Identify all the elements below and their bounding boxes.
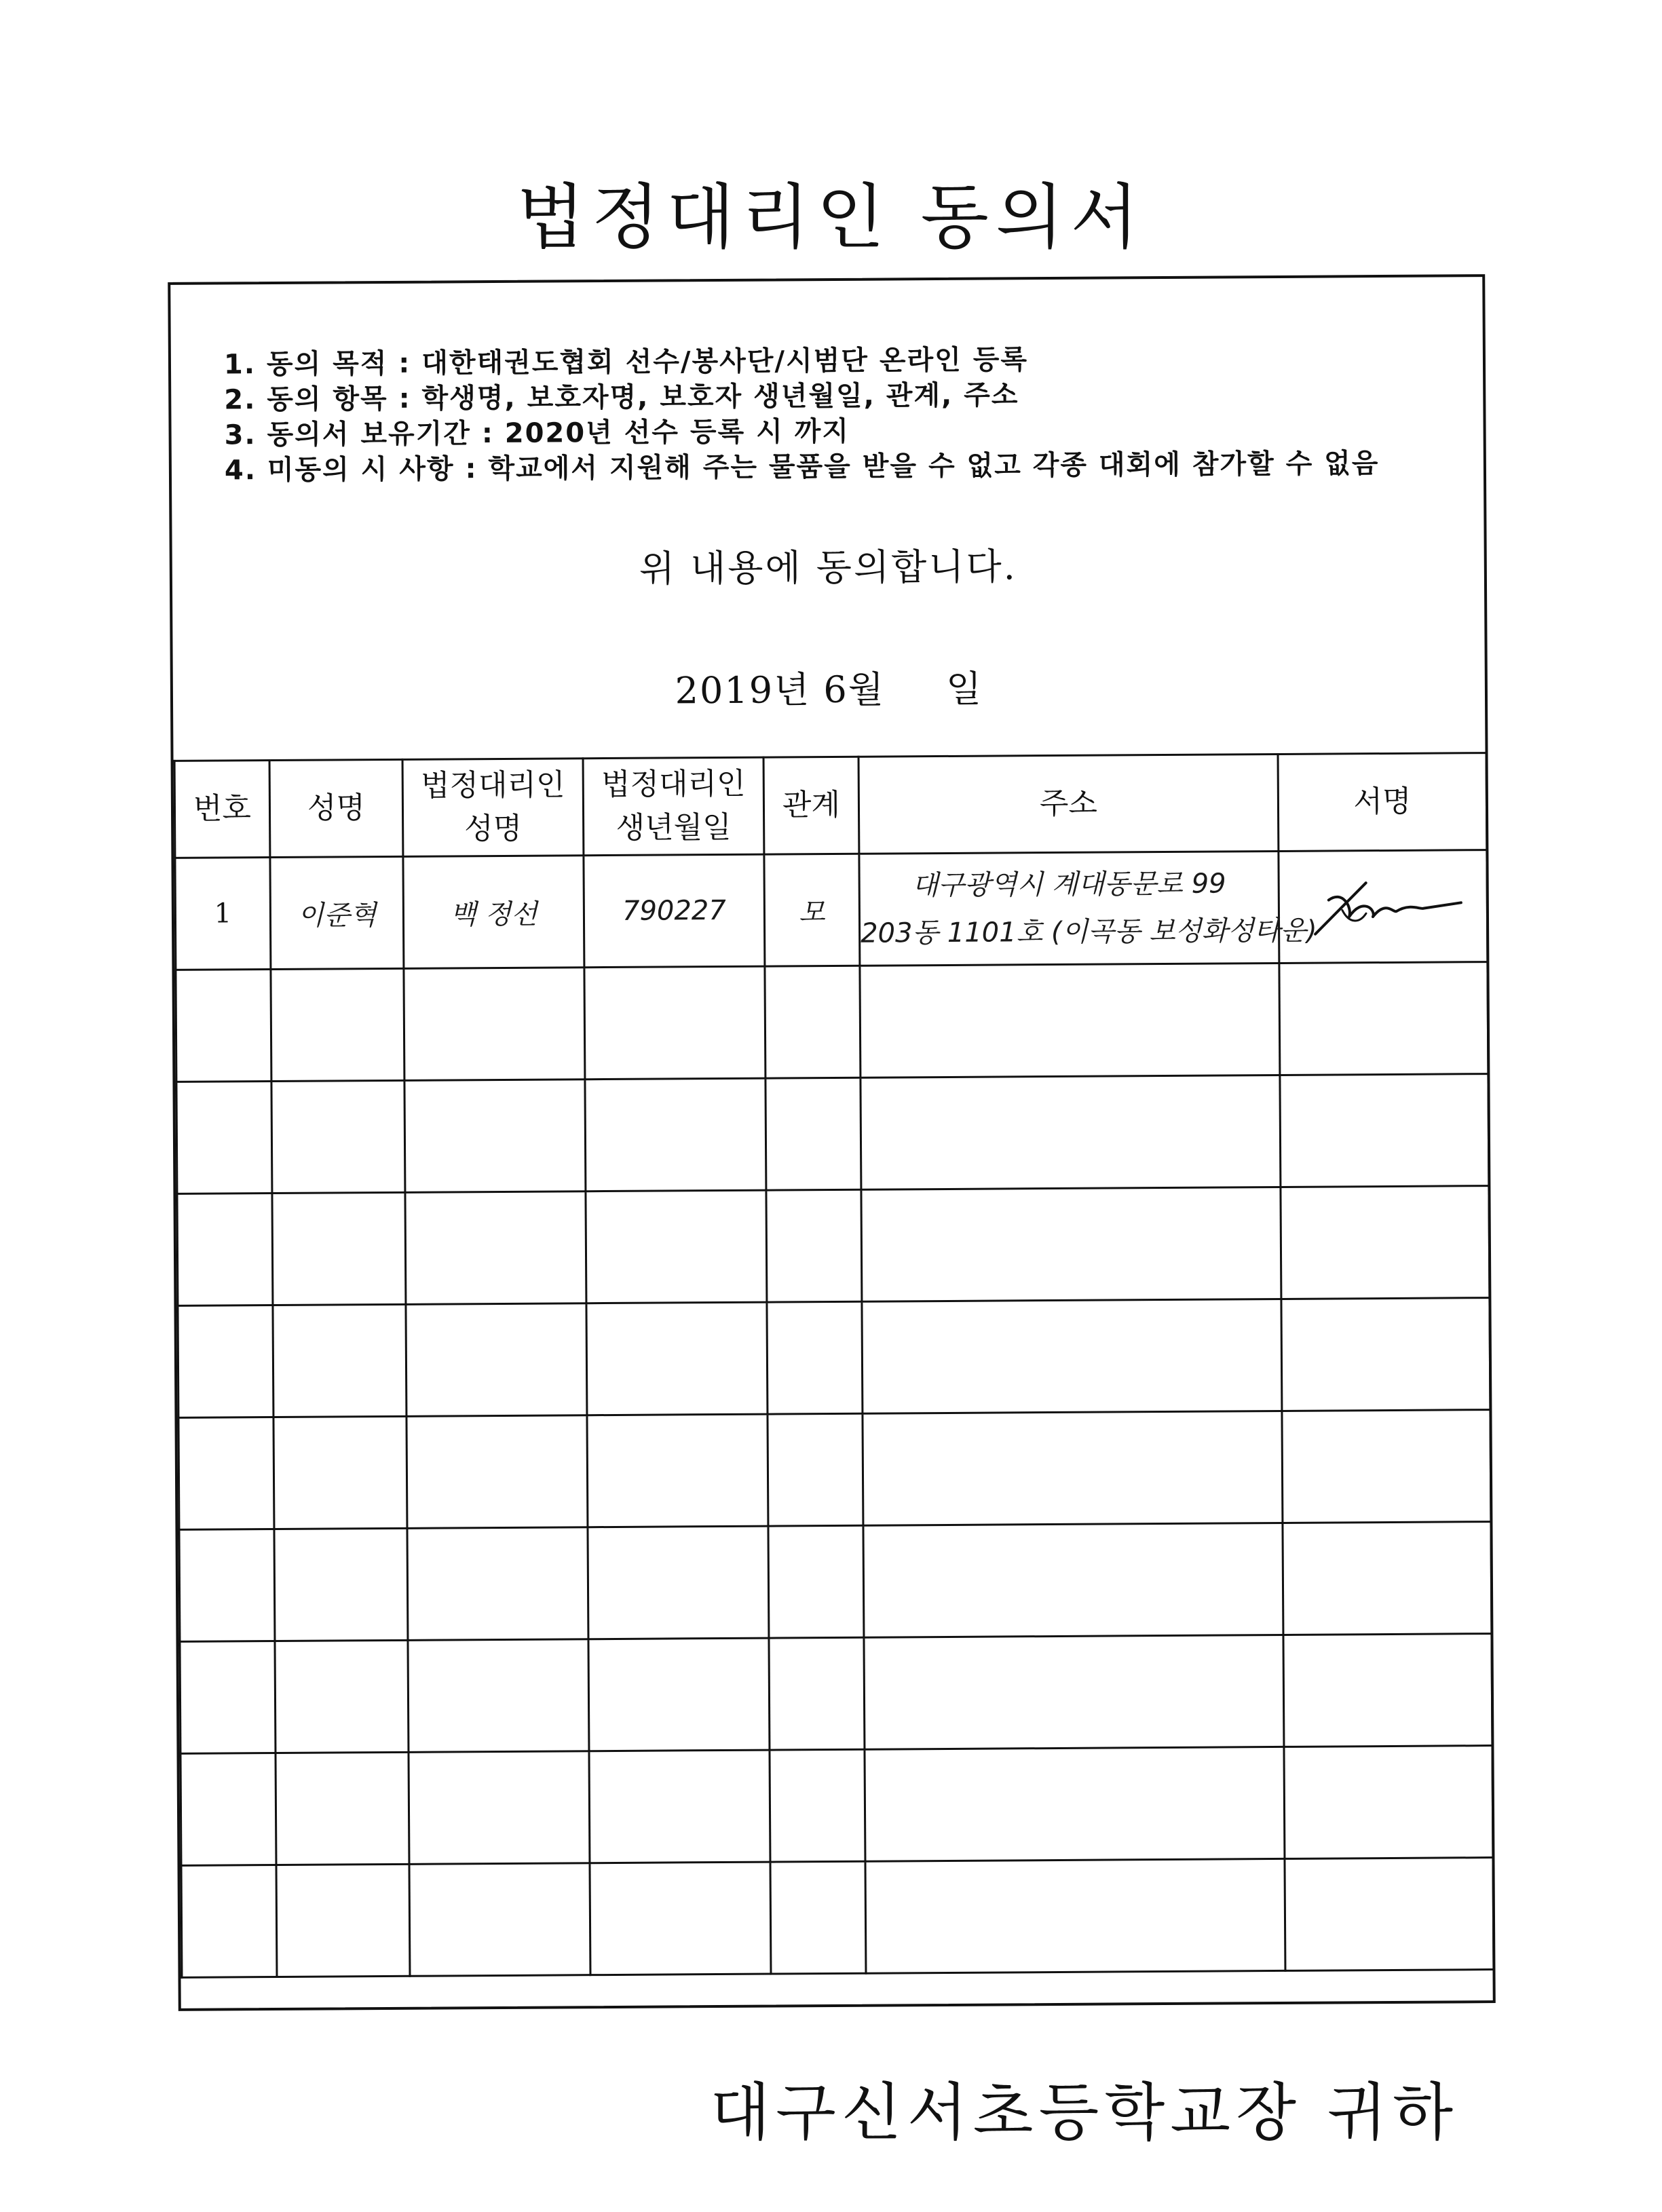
consent-item-refusal: 4. 미동의 시 사항 : 학교에서 지원해 주는 물품을 받을 수 없고 각종 대회에 참가할 수 없음	[224, 448, 1380, 487]
cell-guardian-name	[405, 1191, 586, 1305]
date-year-month: 2019년 6월	[675, 668, 886, 712]
cell-signature	[1281, 1298, 1490, 1411]
cell-signature	[1283, 1522, 1492, 1635]
table-row-empty	[178, 1410, 1491, 1530]
cell-student-name	[276, 1752, 409, 1865]
cell-guardian-birth	[588, 1638, 770, 1751]
guardian-table	[174, 752, 1495, 1979]
cell-guardian-name	[407, 1415, 588, 1529]
cell-guardian-birth	[587, 1414, 768, 1527]
cell-signature	[1284, 1746, 1493, 1859]
cell-student-name	[273, 1304, 407, 1417]
header-guardian-name-line2: 성명	[464, 811, 523, 847]
cell-no	[177, 1194, 273, 1306]
consent-date	[173, 657, 1485, 717]
cell-address	[863, 1411, 1283, 1525]
table-row-empty	[178, 1298, 1490, 1418]
cell-signature	[1279, 962, 1488, 1075]
cell-relation	[767, 1301, 863, 1414]
cell-guardian-name	[404, 1080, 586, 1193]
cell-guardian-name	[404, 968, 585, 1081]
cell-guardian-name	[406, 1303, 587, 1417]
cell-no	[180, 1641, 276, 1754]
address-line2: 203동 1101호 (이곡동 보성화성타운)	[860, 915, 1317, 949]
cell-guardian-name	[409, 1863, 590, 1977]
cell-address	[865, 1858, 1285, 1973]
document-title: 법정대리인 동의서	[516, 176, 1146, 259]
cell-guardian-birth	[586, 1302, 768, 1415]
cell-student-name	[272, 1192, 406, 1305]
cell-guardian-birth	[585, 1078, 766, 1191]
cell-student-name	[275, 1640, 409, 1753]
date-day: 일	[945, 667, 983, 710]
cell-signature	[1285, 1858, 1494, 1971]
cell-guardian-name	[408, 1639, 589, 1753]
cell-address	[865, 1747, 1285, 1861]
cell-guardian-birth	[584, 966, 766, 1080]
cell-no	[181, 1865, 277, 1978]
cell-signature	[1282, 1410, 1491, 1523]
table-row-empty	[180, 1634, 1492, 1754]
table-row-empty	[177, 1186, 1490, 1306]
header-guardian-birth	[583, 757, 764, 856]
cell-guardian-name	[409, 1751, 590, 1865]
cell-guardian-birth	[586, 1190, 767, 1303]
cell-guardian-birth	[588, 1526, 769, 1639]
cell-relation	[769, 1637, 865, 1750]
cell-guardian-birth: 790227	[584, 854, 765, 968]
cell-student-name	[271, 1080, 405, 1193]
cell-student-name	[273, 1416, 407, 1529]
cell-address	[861, 1075, 1281, 1189]
addressee-footer: 대구신서초등학교장 귀하	[710, 2076, 1458, 2149]
cell-no	[178, 1417, 274, 1530]
cell-no: 1	[175, 858, 271, 970]
table-row-empty	[176, 962, 1488, 1082]
cell-address	[863, 1523, 1283, 1637]
table-row-empty	[179, 1522, 1492, 1642]
consent-item-purpose: 1. 동의 목적 : 대한태권도협회 선수/봉사단/시범단 온라인 등록	[223, 344, 1029, 381]
cell-address	[862, 1299, 1282, 1413]
address-line1: 대구광역시 계대동문로 99	[911, 868, 1226, 902]
cell-relation	[770, 1861, 866, 1974]
cell-signature	[1280, 1074, 1489, 1187]
cell-relation	[765, 966, 861, 1078]
header-guardian-name	[402, 759, 584, 857]
cell-relation	[768, 1413, 863, 1526]
cell-signature	[1283, 1634, 1492, 1747]
header-guardian-birth-line2: 생년월일	[616, 809, 732, 845]
header-name: 성명	[269, 759, 403, 857]
signature-scribble	[1302, 869, 1465, 944]
cell-signature	[1281, 1186, 1490, 1299]
header-signature: 서명	[1278, 753, 1487, 852]
table-row	[175, 850, 1488, 970]
cell-relation	[770, 1749, 865, 1862]
cell-relation	[766, 1078, 861, 1190]
cell-relation: 모	[764, 854, 860, 966]
table-row-empty	[176, 1074, 1489, 1194]
cell-no	[178, 1305, 273, 1418]
cell-student-name: 이준혁	[270, 856, 404, 969]
agreement-statement: 위 내용에 동의합니다.	[639, 545, 1017, 590]
cell-guardian-name: 백 정선	[403, 856, 584, 969]
header-address: 주소	[858, 754, 1279, 854]
cell-relation	[768, 1525, 864, 1638]
cell-no	[179, 1529, 275, 1642]
cell-address	[861, 1187, 1281, 1301]
cell-student-name	[274, 1528, 408, 1641]
consent-form-box	[168, 274, 1496, 2011]
table-row-empty	[181, 1858, 1494, 1978]
cell-guardian-name	[407, 1527, 588, 1641]
header-relation: 관계	[763, 757, 859, 854]
cell-address	[864, 1635, 1284, 1749]
cell-address	[859, 851, 1317, 966]
cell-guardian-birth	[590, 1862, 771, 1975]
cell-address	[860, 963, 1280, 1078]
table-header-row	[174, 753, 1487, 858]
header-no: 번호	[174, 761, 270, 858]
cell-relation	[766, 1189, 862, 1302]
consent-item-retention: 3. 동의서 보유기간 : 2020년 선수 등록 시 까지	[224, 415, 850, 451]
cell-student-name	[276, 1864, 410, 1977]
consent-item-fields: 2. 동의 항목 : 학생명, 보호자명, 보호자 생년월일, 관계, 주소	[224, 379, 1019, 416]
consent-items	[224, 340, 1380, 488]
cell-student-name	[271, 968, 404, 1081]
cell-no	[176, 1082, 272, 1194]
table-row-empty	[181, 1746, 1493, 1866]
cell-no	[176, 970, 271, 1082]
header-guardian-birth-line1: 법정대리인	[601, 766, 746, 803]
header-guardian-name-line1: 법정대리인	[420, 767, 565, 803]
cell-guardian-birth	[589, 1750, 770, 1863]
cell-no	[181, 1753, 276, 1866]
